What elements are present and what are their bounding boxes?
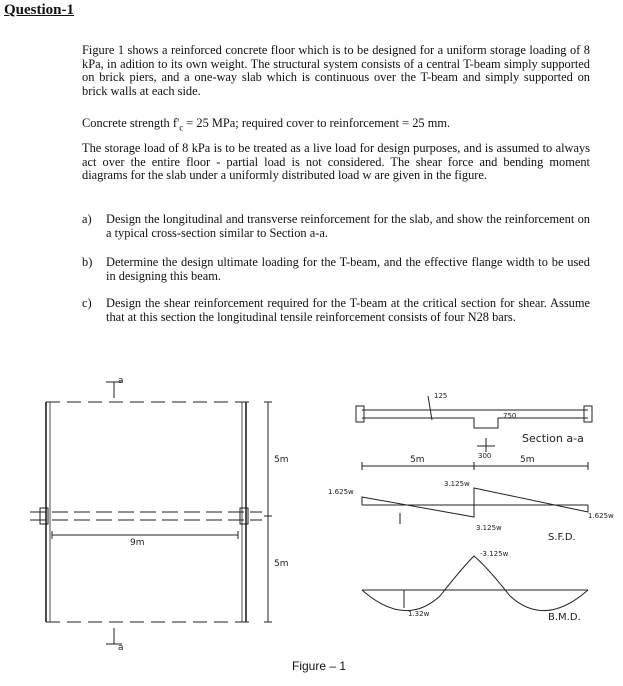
sfd-left-span [362,497,474,517]
concrete-subscript: c [179,122,184,133]
item-text: Design the shear reinforcement required for the T-beam at the critical section for shear. Assume that at this section the longitudinal tensile reinforcement consists of four N28 bars. [106,296,590,324]
item-label: a) [82,212,92,226]
item-text: Determine the design ultimate loading for the T-beam, and the effective flange width to be used in designing this beam. [106,255,590,283]
sfd-left-value: 1.625w [328,488,354,496]
item-label: c) [82,296,92,310]
web-depth-label: 750 [503,412,517,420]
bmd-label: B.M.D. [548,612,581,623]
figure-caption: Figure – 1 [292,659,347,673]
question-heading: Question-1 [4,2,75,18]
sfd-right-span [474,488,588,512]
section-right-span: 5m [520,455,535,465]
sfd-right-value: 1.625w [588,512,614,520]
bmd-support-value: -3.125w [480,550,509,558]
bmd-diagram [362,556,588,611]
item-text: Design the longitudinal and transverse reinforcement for the slab, and show the reinforcement on a typical cross-section similar to Section a-a. [106,212,590,240]
plan-upper-span-label: 5m [274,455,289,465]
web-width-label: 300 [478,452,492,460]
section-mark-bottom: a [118,643,124,653]
bmd-curve [362,556,588,611]
item-label: b) [82,255,93,269]
flange-thickness-label: 125 [434,392,448,400]
section-mark-top: a [118,376,124,386]
sfd-center-lower: 3.125w [476,524,502,532]
section-left-span: 5m [410,455,425,465]
bmd-span-value: 1.32w [408,610,430,618]
slab-bottom-web [362,418,588,428]
intro-paragraph: Figure 1 shows a reinforced concrete floor which is to be designed for a uniform storage loading of 8 kPa, in adition to its own weight. The structural system consists of a central T-beam simply supported on brick piers, and a one-way slab which is continuous over the T-beam and simply supported on brick walls at each side. [82,43,590,98]
sfd-label: S.F.D. [548,532,576,543]
section-wall-right [584,406,592,422]
concrete-label: Concrete strength f' [82,116,180,130]
flange-leader [428,396,432,420]
plan-span-label: 9m [130,538,145,548]
sfd-center-upper: 3.125w [444,480,470,488]
section-wall-left [356,406,364,422]
plan-view [30,382,272,644]
concrete-rest: = 25 MPa; required cover to reinforcement = 25 mm. [183,116,451,130]
storage-paragraph: The storage load of 8 kPa is to be treated as a live load for design purposes, and is assumed to always act over the entire floor - partial load is not considered. The shear force and bending moment diagrams for the slab under a uniformly distributed load w are given in the figure. [82,141,590,183]
plan-lower-span-label: 5m [274,559,289,569]
section-title: Section a-a [522,432,584,445]
sfd-diagram [362,488,588,524]
